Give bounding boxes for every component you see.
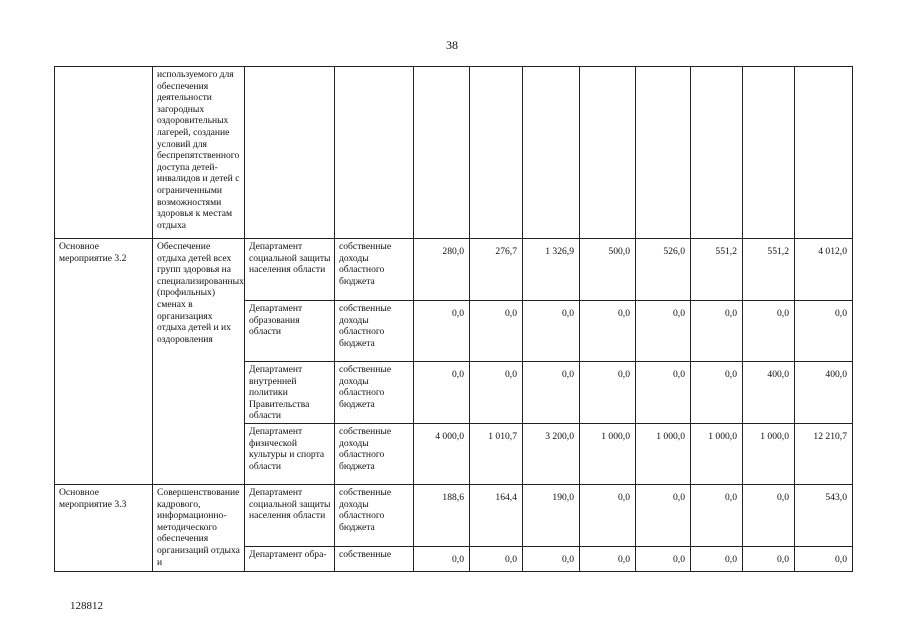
value-cell: 0,0	[743, 546, 795, 571]
value-cell: 551,2	[691, 239, 743, 301]
source-cell: собственные доходы областного бюджета	[335, 423, 414, 484]
total-cell: 12 210,7	[795, 423, 853, 484]
page-number: 38	[446, 38, 458, 52]
value-cell: 0,0	[636, 301, 691, 362]
source-cell: собственные доходы областного бюджета	[335, 239, 414, 301]
value-cell: 500,0	[580, 239, 636, 301]
value-cell: 188,6	[414, 484, 470, 546]
executor-cell: Департамент социальной защиты населения области	[245, 484, 335, 546]
source-cell-empty	[335, 67, 414, 239]
value-cell: 0,0	[691, 301, 743, 362]
budget-table	[54, 66, 853, 572]
value-cell: 0,0	[523, 362, 580, 424]
total-cell: 4 012,0	[795, 239, 853, 301]
continued-row	[55, 67, 853, 239]
measure-description: используемого для обеспечения деятельности загородных оздоровительных лагерей, создание условий для беспрепятственного доступа детей-инвалидов и детей с ограниченными возможностями здоровья к местам отдыха	[153, 67, 245, 239]
value-cell: 0,0	[470, 546, 523, 571]
value-cell: 1 000,0	[580, 423, 636, 484]
executor-cell: Департамент физической культуры и спорта области	[245, 423, 335, 484]
table-row	[55, 484, 853, 546]
value-cell: 0,0	[580, 546, 636, 571]
executor-cell: Департамент внутренней политики Правительства области	[245, 362, 335, 424]
measure-name: Основное мероприятие 3.2	[55, 239, 153, 485]
value-cell: 0,0	[743, 301, 795, 362]
value-cell: 4 000,0	[414, 423, 470, 484]
total-cell: 0,0	[795, 301, 853, 362]
executor-cell: Департамент образования области	[245, 301, 335, 362]
value-cell: 1 000,0	[636, 423, 691, 484]
source-cell: собственные доходы областного бюджета	[335, 362, 414, 424]
value-cell: 164,4	[470, 484, 523, 546]
value-cell: 276,7	[470, 239, 523, 301]
value-cell: 0,0	[691, 362, 743, 424]
document-code: 128812	[70, 600, 103, 612]
source-cell: собственные	[335, 546, 414, 571]
value-cell: 0,0	[414, 301, 470, 362]
total-cell: 0,0	[795, 546, 853, 571]
value-cell: 1 000,0	[743, 423, 795, 484]
value-cell: 1 010,7	[470, 423, 523, 484]
executor-cell-empty	[245, 67, 335, 239]
value-cell: 3 200,0	[523, 423, 580, 484]
value-cell: 0,0	[523, 301, 580, 362]
value-cell: 0,0	[580, 484, 636, 546]
value-cell: 1 326,9	[523, 239, 580, 301]
total-cell: 543,0	[795, 484, 853, 546]
source-cell: собственные доходы областного бюджета	[335, 301, 414, 362]
executor-cell: Департамент обра-	[245, 546, 335, 571]
source-cell: собственные доходы областного бюджета	[335, 484, 414, 546]
value-cell: 280,0	[414, 239, 470, 301]
value-cell: 526,0	[636, 239, 691, 301]
executor-cell: Департамент социальной защиты населения области	[245, 239, 335, 301]
value-cell: 0,0	[580, 362, 636, 424]
value-cell: 0,0	[636, 546, 691, 571]
value-cell: 0,0	[691, 546, 743, 571]
total-cell: 400,0	[795, 362, 853, 424]
measure-description: Совершенствование кадрового, информационно-методического обеспечения организаций отдыха и	[153, 484, 245, 571]
value-cell: 400,0	[743, 362, 795, 424]
value-cell: 0,0	[743, 484, 795, 546]
value-cell: 190,0	[523, 484, 580, 546]
value-cell: 0,0	[414, 362, 470, 424]
value-cell: 0,0	[636, 362, 691, 424]
value-cell: 551,2	[743, 239, 795, 301]
value-cell: 0,0	[523, 546, 580, 571]
value-cell: 0,0	[414, 546, 470, 571]
value-cell: 0,0	[691, 484, 743, 546]
measure-cell-empty	[55, 67, 153, 239]
measure-name: Основное мероприятие 3.3	[55, 484, 153, 571]
table-row	[55, 239, 853, 301]
value-cell: 1 000,0	[691, 423, 743, 484]
value-cell: 0,0	[580, 301, 636, 362]
measure-description: Обеспечение отдыха детей всех групп здоровья на специализированных (профильных) сменах в организациях отдыха детей и их оздоровления	[153, 239, 245, 485]
value-cell: 0,0	[470, 301, 523, 362]
value-cell: 0,0	[636, 484, 691, 546]
value-cell: 0,0	[470, 362, 523, 424]
